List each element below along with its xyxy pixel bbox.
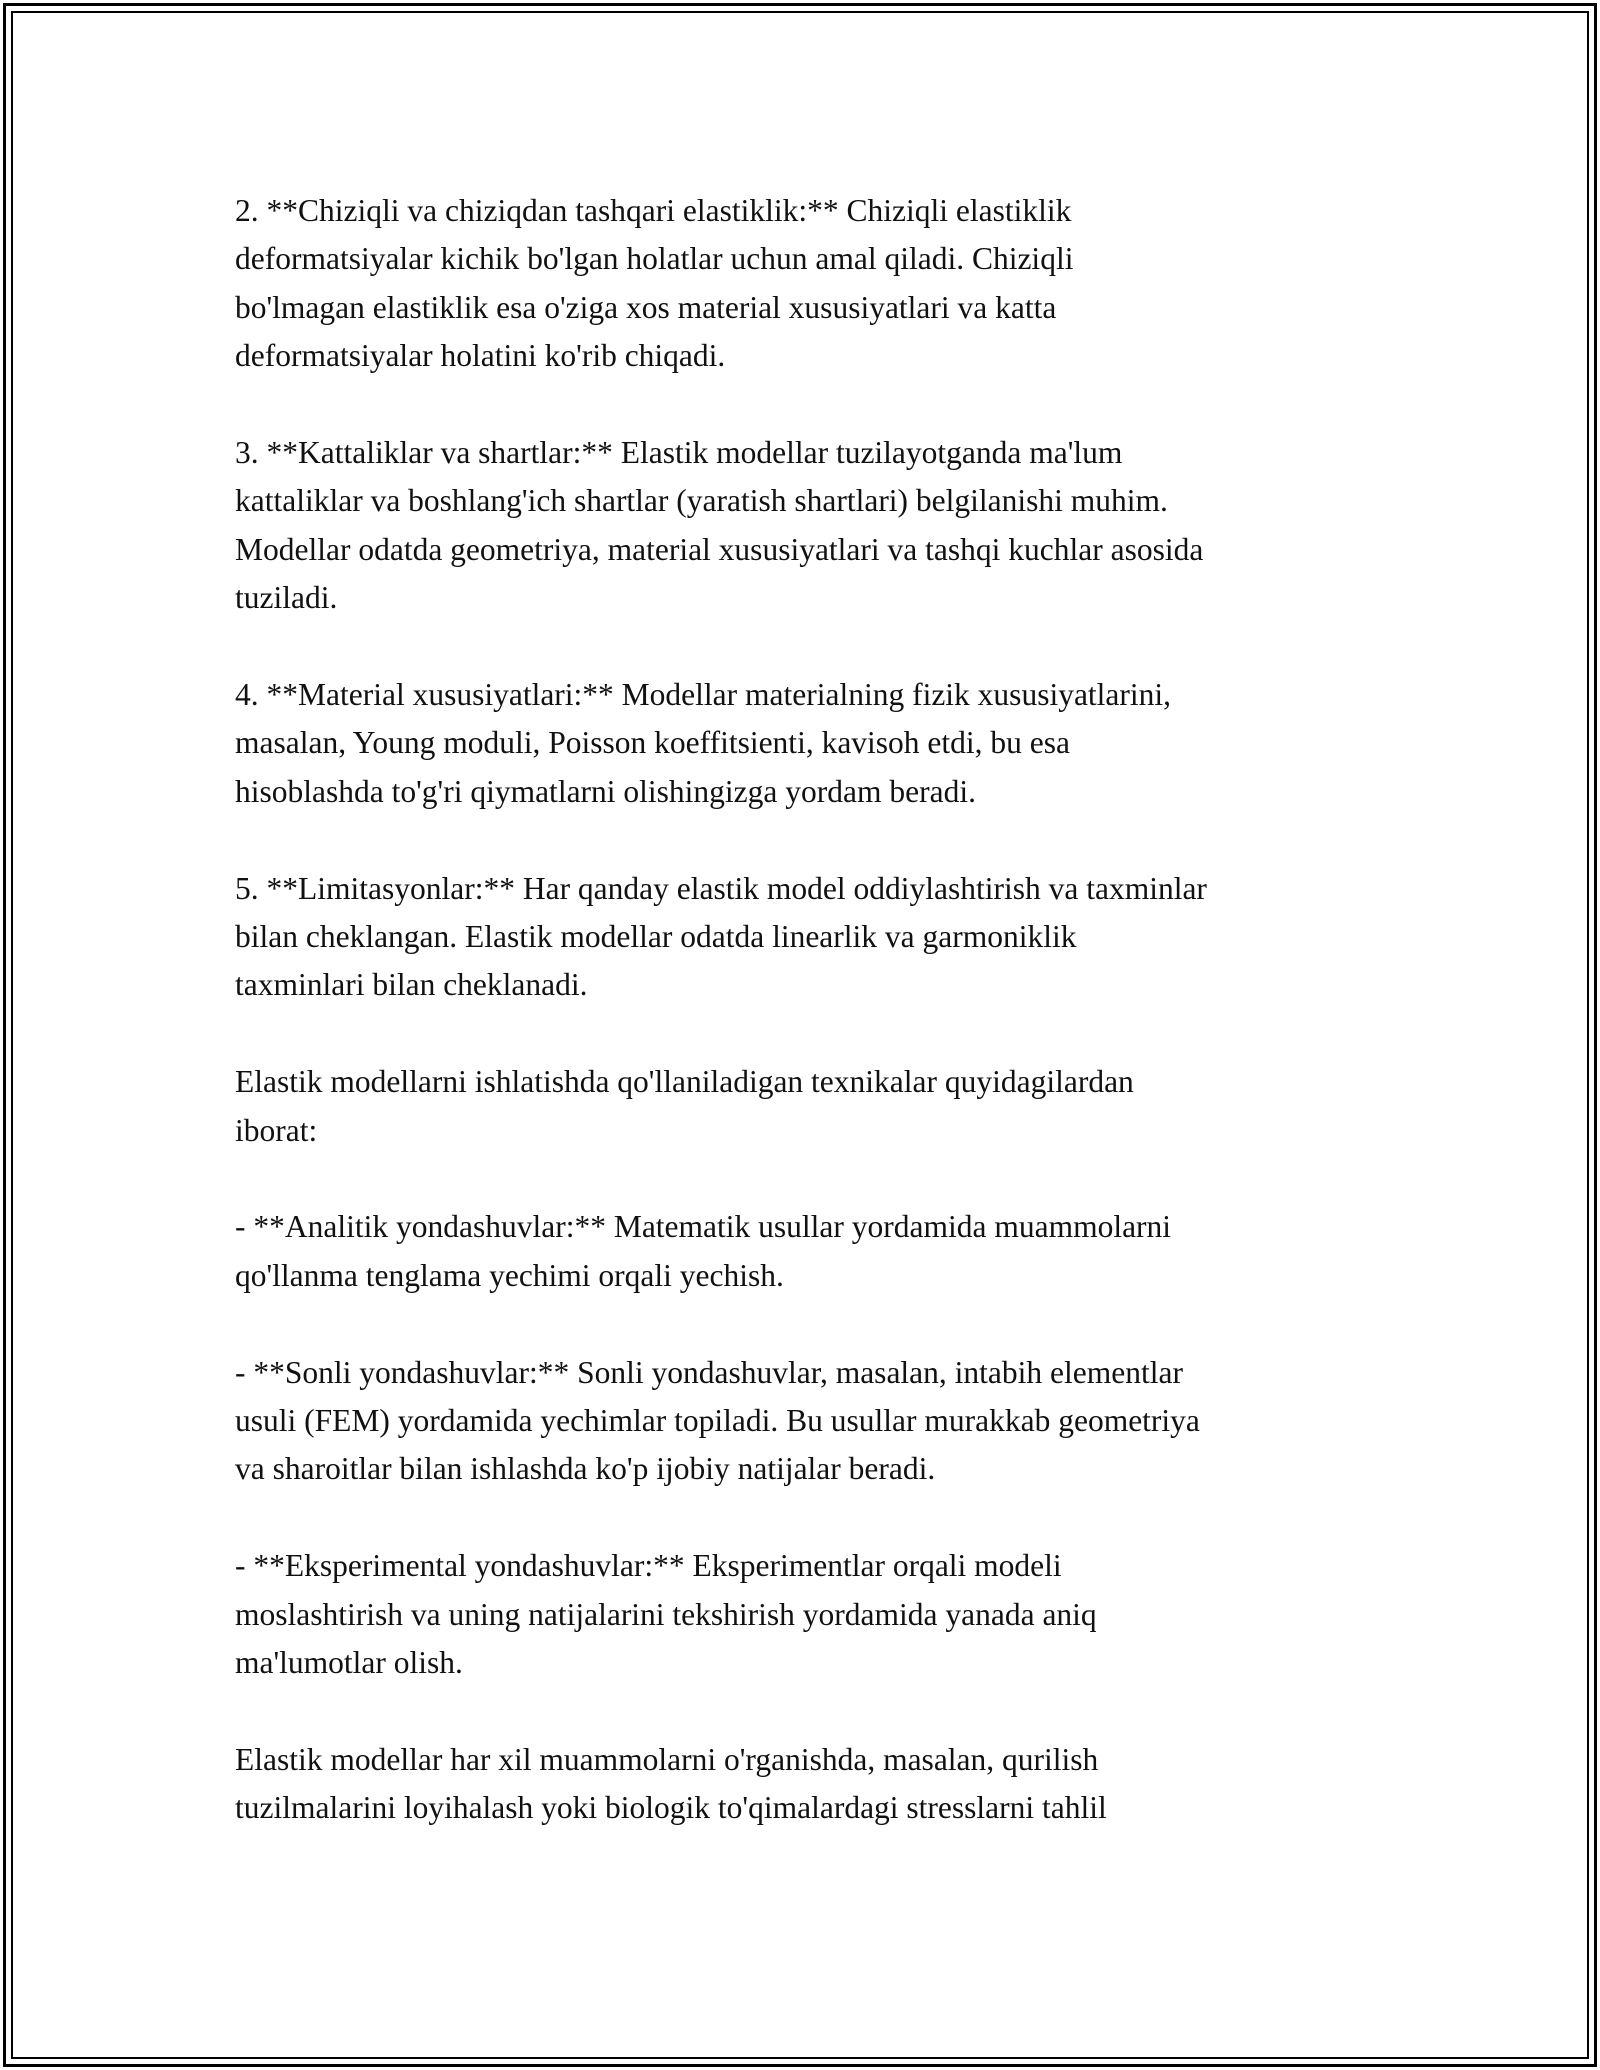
text-line: 4. **Material xususiyatlari:** Modellar materialning fizik xususiyatlarini, — [235, 677, 1172, 713]
text-line: 5. **Limitasyonlar:** Har qanday elastik model oddiylashtirish va taxminlar — [235, 870, 1207, 906]
text-line: - **Analitik yondashuvlar:** Matematik usullar yordamida muammolarni — [235, 1209, 1172, 1245]
text-line: tuzilmalarini loyihalash yoki biologik to'qimalardagi stresslarni tahlil — [235, 1790, 1107, 1826]
text-line: qo'llanma tenglama yechimi orqali yechish. — [235, 1257, 784, 1293]
text-line: Modellar odatda geometriya, material xususiyatlari va tashqi kuchlar asosida — [235, 531, 1204, 567]
text-line: deformatsiyalar kichik bo'lgan holatlar uchun amal qiladi. Chiziqli — [235, 241, 1074, 277]
text-line: Elastik modellar har xil muammolarni o'rganishda, masalan, qurilish — [235, 1741, 1099, 1777]
text-line: - **Eksperimental yondashuvlar:** Eksperimentlar orqali modeli — [235, 1548, 1062, 1584]
text-line: bilan cheklangan. Elastik modellar odatda linearlik va garmoniklik — [235, 919, 1077, 955]
text-line: - **Sonli yondashuvlar:** Sonli yondashuvlar, masalan, intabih elementlar — [235, 1354, 1183, 1390]
paragraph-limitations — [235, 865, 1375, 1010]
paragraph-analytic-approaches — [235, 1203, 1375, 1300]
paragraph-linear-nonlinear-elasticity — [235, 187, 1375, 381]
text-line: moslashtirish va uning natijalarini tekshirish yordamida yanada aniq — [235, 1596, 1097, 1632]
text-line: iborat: — [235, 1112, 318, 1148]
paragraph-techniques-intro — [235, 1058, 1375, 1155]
text-line: usuli (FEM) yordamida yechimlar topiladi. Bu usullar murakkab geometriya — [235, 1403, 1200, 1439]
text-line: tuziladi. — [235, 580, 338, 616]
paragraph-applications — [235, 1736, 1375, 1833]
text-line: Elastik modellarni ishlatishda qo'llaniladigan texnikalar quyidagilardan — [235, 1064, 1134, 1100]
text-line: ma'lumotlar olish. — [235, 1645, 463, 1681]
paragraph-quantities-conditions — [235, 429, 1375, 623]
text-line: 2. **Chiziqli va chiziqdan tashqari elastiklik:** Chiziqli elastiklik — [235, 193, 1072, 228]
text-line: va sharoitlar bilan ishlashda ko'p ijobiy natijalar beradi. — [235, 1451, 936, 1487]
document-body — [235, 187, 1375, 1833]
text-line: kattaliklar va boshlang'ich shartlar (yaratish shartlari) belgilanishi muhim. — [235, 483, 1168, 519]
paragraph-experimental-approaches — [235, 1542, 1375, 1687]
paragraph-numerical-approaches — [235, 1349, 1375, 1494]
text-line: bo'lmagan elastiklik esa o'ziga xos material xususiyatlari va katta — [235, 289, 1057, 325]
text-line: taxminlari bilan cheklanadi. — [235, 967, 588, 1003]
paragraph-material-properties — [235, 671, 1375, 816]
text-line: 3. **Kattaliklar va shartlar:** Elastik modellar tuzilayotganda ma'lum — [235, 435, 1123, 471]
text-line: deformatsiyalar holatini ko'rib chiqadi. — [235, 338, 726, 374]
text-line: masalan, Young moduli, Poisson koeffitsienti, kavisoh etdi, bu esa — [235, 725, 1071, 761]
text-line: hisoblashda to'g'ri qiymatlarni olishingizga yordam beradi. — [235, 773, 976, 809]
